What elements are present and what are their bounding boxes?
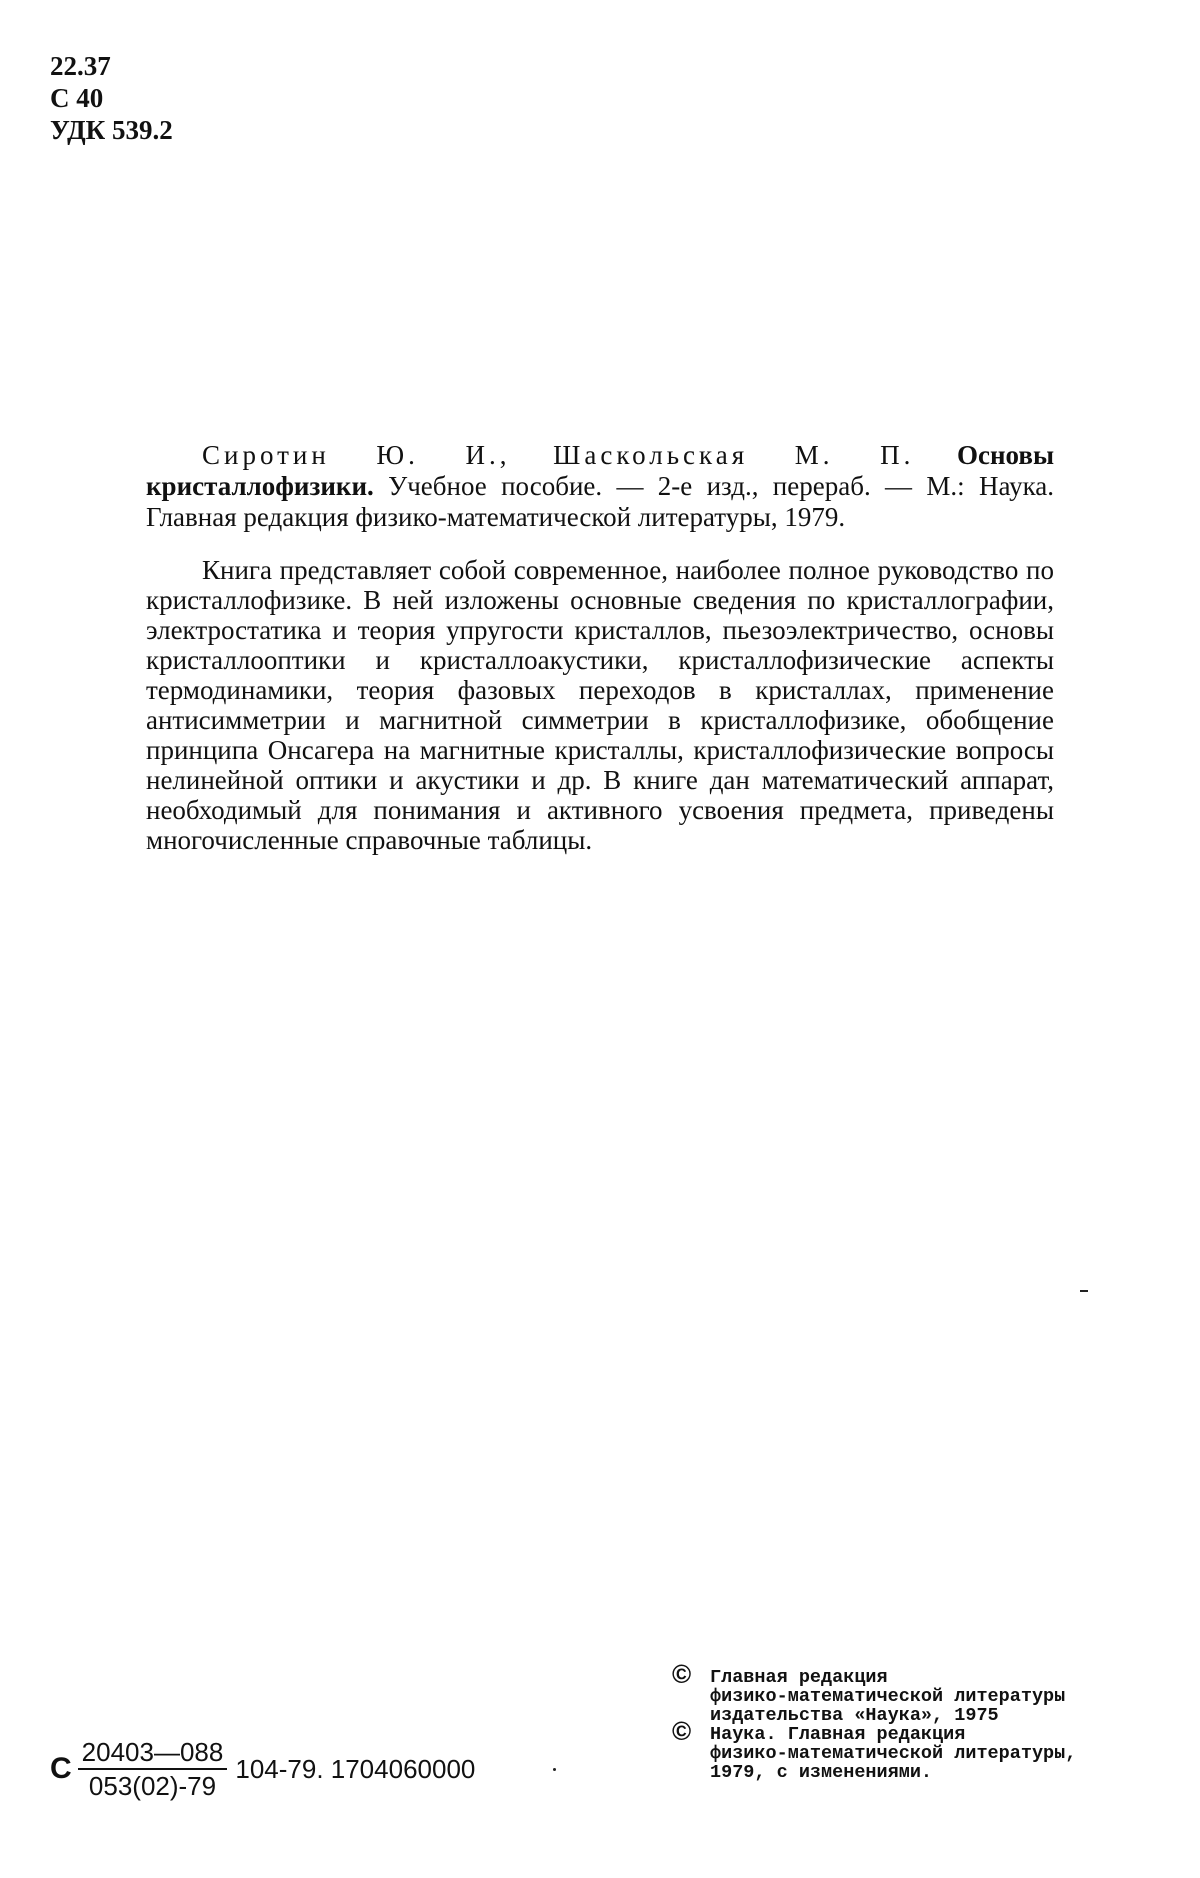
copyright-block-1	[670, 1659, 1076, 1726]
print-mark	[1080, 1290, 1088, 1292]
author-2: Шаскольская М. П.	[553, 440, 915, 470]
copyright-notice	[670, 1659, 1077, 1783]
classification-codes	[50, 50, 173, 146]
copyright-line: издательства «Наука», 1975	[710, 1705, 999, 1726]
bibliographic-record	[146, 440, 1054, 533]
udk-code: УДК 539.2	[50, 115, 173, 145]
book-title: Основы кристаллофизики.	[146, 440, 1055, 501]
author-1: Сиротин Ю. И.,	[202, 440, 511, 470]
copyright-line: физико-математической литературы,	[710, 1743, 1077, 1764]
copyright-block-2	[670, 1716, 1077, 1783]
index-prefix: С	[50, 1752, 72, 1785]
publication-details: Учебное пособие. — 2-е изд., перераб. — М.: Наука. Главная редакция физико-математической литературы, 1979.	[146, 471, 1055, 532]
copyright-line: Главная редакция	[710, 1667, 888, 1688]
copyright-icon: ©	[672, 1659, 692, 1689]
author-mark: С 40	[50, 83, 104, 113]
copyright-line: 1979, с изменениями.	[710, 1762, 933, 1783]
index-fraction	[78, 1738, 228, 1800]
publisher-index-code	[50, 1738, 475, 1800]
copyright-line: Наука. Главная редакция	[710, 1724, 966, 1745]
annotation-paragraph: Книга представляет собой современное, наиболее полное руководство по кристаллофизике. В ней изложены основные сведения по кристаллографии, электростатика и теория упругости кристаллов, пьезоэлектричество, основы кристаллооптики и кристаллоакустики, кристаллофизические аспекты термодинамики, теория фазовых переходов в кристаллах, применение антисимметрии и магнитной симметрии в кристаллофизике, обобщение принципа Онсагера на магнитные кристаллы, кристаллофизические вопросы нелинейной оптики и акустики и др. В книге дан математический аппарат, необходимый для понимания и активного усвоения предмета, приведены многочисленные справочные таблицы.	[146, 555, 1054, 855]
copyright-line: физико-математической литературы	[710, 1686, 1066, 1707]
index-denominator: 053(02)-79	[88, 1771, 217, 1801]
index-numerator: 20403—088	[78, 1738, 228, 1770]
bbk-code: 22.37	[50, 51, 111, 81]
index-rest: 104-79. 1704060000	[235, 1753, 476, 1784]
print-dot	[553, 1768, 556, 1771]
copyright-icon: ©	[672, 1716, 692, 1746]
